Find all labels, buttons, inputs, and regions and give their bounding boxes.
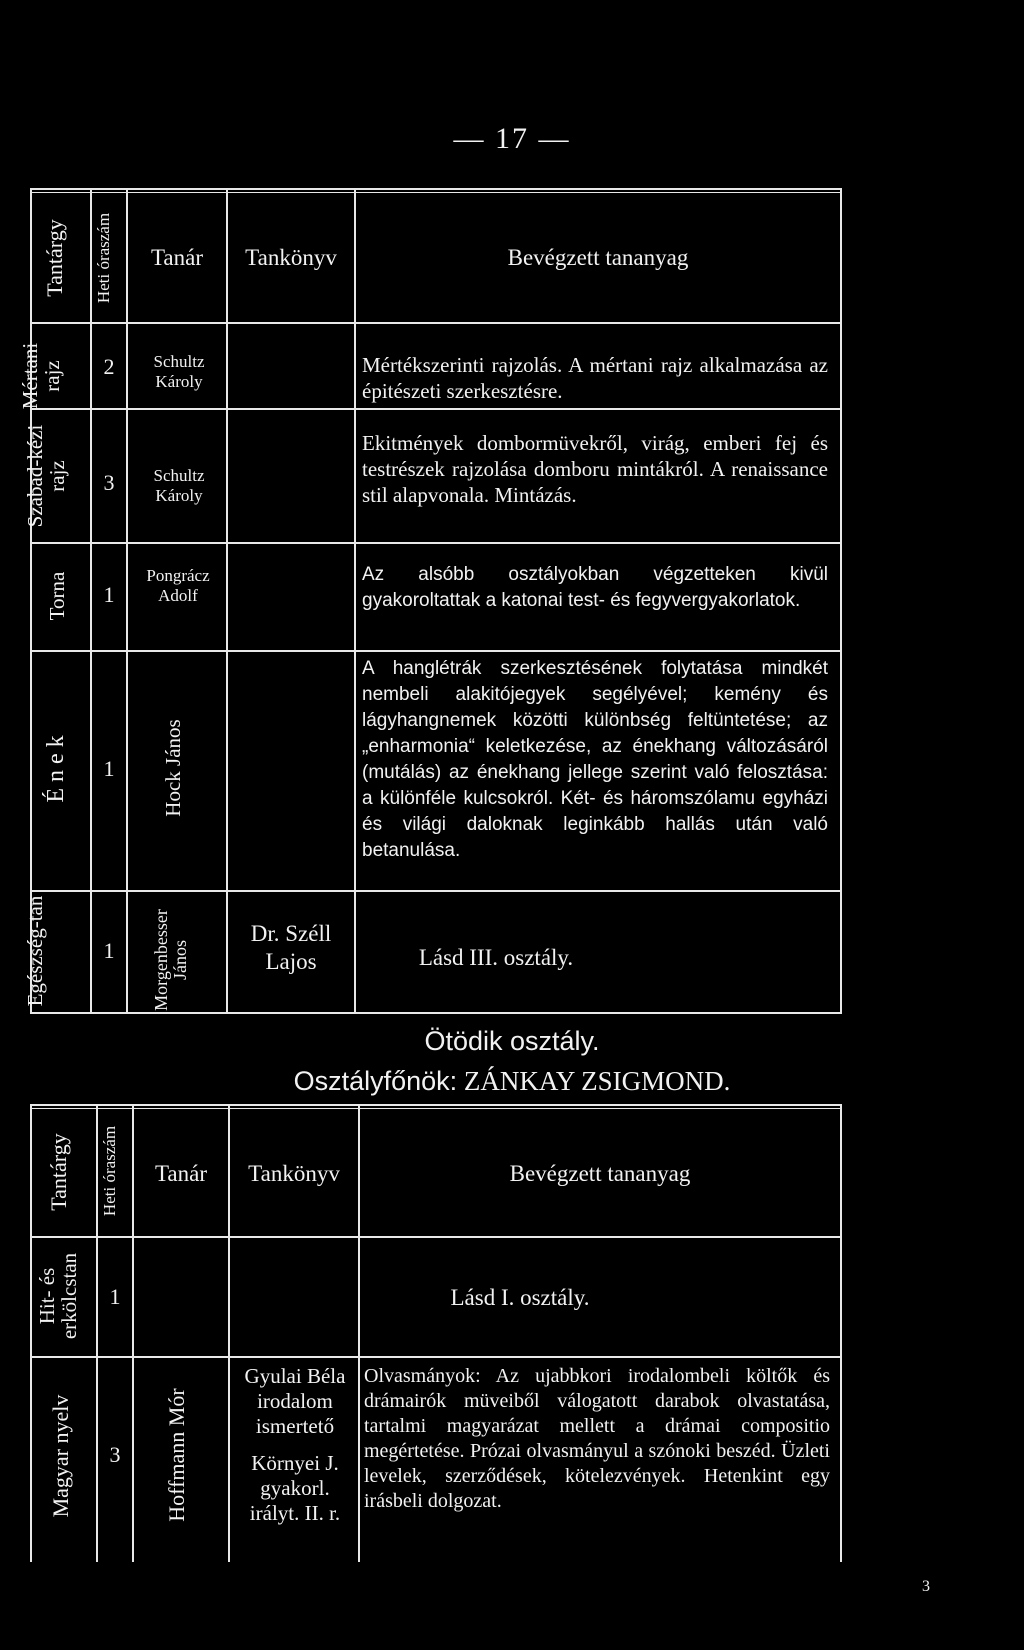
col-rule <box>226 188 228 1012</box>
row-teacher: Pongrácz Adolf <box>146 566 210 606</box>
signature-mark: 3 <box>922 1578 930 1595</box>
row-subject: Hit- és erkölcstan <box>35 1252 82 1340</box>
row-content: Ekitmények dombormüvekről, virág, emberi fej és testrészek rajzolása domboru mintákról. A renaissance stil alapvonala. Mintázás. <box>362 431 828 507</box>
book-line: gyakorl. <box>260 1476 330 1500</box>
row-teacher: Morgenbesser János <box>151 909 190 1011</box>
header-teacher: Tanár <box>154 1161 208 1186</box>
book-line: irályt. II. r. <box>249 1501 341 1525</box>
row-content: A hanglétrák szerkesztésének folytatása mindkét nembeli alakitójegyek segélyével; kemény és lágyhangnemek közötti különbség feltüntetése; az „enharmonia“ keletkezése, az énekhang változásáról (mutálás) az énekhang jellege szerint való felosztása: a különféle kulcsokról. Két- és háromszólamu egyházi és világi daloknak leginkább hallás után való betanulása. <box>362 658 828 861</box>
header-book: Tankönyv <box>248 1161 340 1186</box>
header-content: Bevégzett tananyag <box>509 1161 691 1186</box>
book-line: irodalom <box>257 1389 333 1413</box>
row-teacher: Hoffmann Mór <box>164 1388 189 1522</box>
book-line: Gyulai Béla <box>244 1364 346 1388</box>
header-subject: Tantárgy <box>42 219 67 297</box>
row-content: Lásd I. osztály. <box>450 1285 590 1310</box>
row-hours: 1 <box>103 582 115 607</box>
header-hours: Heti óraszám <box>100 1125 119 1217</box>
row-hours: 2 <box>103 354 115 379</box>
row-teacher: Schultz Károly <box>153 466 205 506</box>
class-head-name: ZÁNKAY ZSIGMOND. <box>463 1066 731 1096</box>
row-rule <box>30 1356 842 1358</box>
row-hours: 1 <box>103 756 115 781</box>
table-2-top-rule-thin <box>30 1108 842 1109</box>
row-subject: Szabad-kézi rajz <box>23 424 70 528</box>
row-hours: 1 <box>109 1284 121 1309</box>
col-rule <box>354 188 356 1012</box>
book-line: ismertető <box>255 1414 335 1438</box>
row-rule <box>30 890 842 892</box>
row-hours: 1 <box>103 938 115 963</box>
row-subject: É n e k <box>43 735 69 803</box>
row-subject: Mértani rajz <box>18 342 65 410</box>
header-hours: Heti óraszám <box>94 212 113 304</box>
col-rule <box>840 1104 842 1562</box>
row-subject: Torna <box>45 571 69 621</box>
header-subject: Tantárgy <box>46 1133 71 1211</box>
row-subject: Egészség-tan <box>23 895 47 1007</box>
row-rule <box>30 542 842 544</box>
row-rule <box>30 650 842 652</box>
class-head-label: Osztályfőnök: <box>293 1066 458 1096</box>
header-teacher: Tanár <box>150 245 204 270</box>
col-rule <box>96 1104 98 1562</box>
table-2-header-rule <box>30 1236 842 1238</box>
row-teacher: Schultz Károly <box>153 352 205 392</box>
row-book <box>232 1364 358 1526</box>
table-1-header-rule <box>30 322 842 324</box>
row-book: Dr. Széll Lajos <box>250 921 332 974</box>
row-hours: 3 <box>103 470 115 495</box>
section-title: Ötödik osztály. <box>424 1026 600 1056</box>
col-rule <box>30 1104 32 1562</box>
book-line: Környei J. <box>251 1451 339 1475</box>
table-2-top-rule <box>30 1104 842 1106</box>
header-book: Tankönyv <box>245 245 337 270</box>
col-rule <box>126 188 128 1012</box>
row-rule <box>30 408 842 410</box>
table-1-top-rule <box>30 188 842 190</box>
table-1-top-rule-thin <box>30 192 842 193</box>
row-hours: 3 <box>109 1442 121 1467</box>
row-content: Az alsóbb osztályokban végzetteken kivül gyakoroltattak a katonai test- és fegyvergyakorlatok. <box>362 564 828 611</box>
page-number: — 17 — <box>453 122 571 155</box>
col-rule <box>840 188 842 1012</box>
class-head-line <box>0 1066 1024 1097</box>
row-content: Olvasmányok: Az ujabbkori irodalombeli költők és drámairók müveiből válogatott darabok olvastatása, tartalmi magyarázat mellett a drámai compositio megértetése. Prózai olvasmányul a szónoki beszéd. Üzleti levelek, szerződések, kötelezvények. Hetenkint egy irásbeli dolgozat. <box>364 1365 830 1512</box>
row-teacher: Hock János <box>161 719 185 817</box>
row-content: Mértékszerinti rajzolás. A mértani rajz alkalmazása az épitészeti szerkesztésre. <box>362 353 828 403</box>
row-subject: Magyar nyelv <box>48 1394 73 1518</box>
row-content: Lásd III. osztály. <box>418 945 574 970</box>
header-content: Bevégzett tananyag <box>507 245 689 270</box>
